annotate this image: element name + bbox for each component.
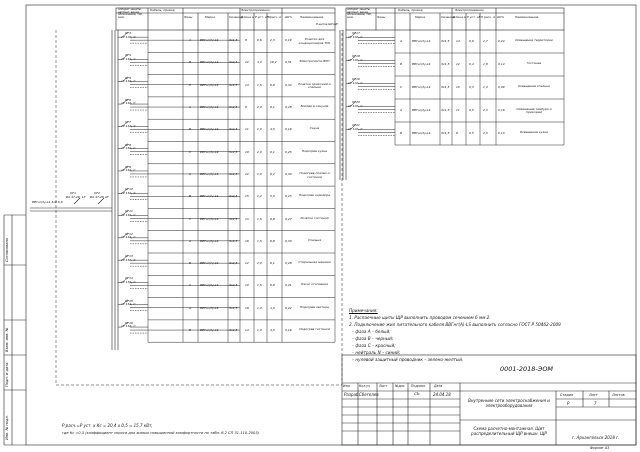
left-rating: 1Р 16А, С <box>121 168 136 173</box>
left-length: 15 <box>245 194 249 199</box>
left-cable: ВВГнг(А)-LS <box>200 305 219 310</box>
left-length: 11 <box>245 127 249 132</box>
tb-col-1: Изм. <box>343 384 351 388</box>
left-cable: ВВГнг(А)-LS <box>200 105 219 110</box>
left-rating: 1Р 16А, С <box>121 324 136 329</box>
left-qf: QF9 <box>125 164 131 169</box>
tb-date-1: 24.04.18 <box>433 392 451 397</box>
left-name: Подогрев гостиной <box>299 327 330 332</box>
left-dv: 0,21 <box>285 283 292 288</box>
left-hdr-phase: Фазы <box>184 15 193 19</box>
left-dv: 0,25 <box>285 149 292 154</box>
right-phase: С <box>400 84 403 89</box>
left-length: 12 <box>245 171 249 176</box>
left-cable: ВВГнг(А)-LS <box>200 82 219 87</box>
left-name: Насос отопления <box>300 282 329 287</box>
tb-stage-h: Стадия <box>560 393 574 397</box>
right-section: 3х1,5 <box>441 38 450 43</box>
left-hdr-cable: Кабель, провод <box>150 8 175 12</box>
left-section: 3х2,5 <box>229 216 238 221</box>
right-section: 3х1,5 <box>441 130 450 135</box>
left-dv: 0,27 <box>285 216 292 221</box>
input-qf-b-rating: ВА 47-29 4P <box>90 195 109 199</box>
right-p: 0,4 <box>469 61 474 66</box>
left-phase: В <box>189 328 192 333</box>
left-i: 6,8 <box>270 283 275 288</box>
right-hdr-p: Р уст. кВт <box>467 15 483 19</box>
right-dv: 0,13 <box>498 130 505 135</box>
calc-line-2: где Кс =0,5 (коэффициент спроса для жилых повышенной комфортности по табл. 6.2 СП 31-110-2003) <box>62 431 260 435</box>
tb-city: г. Архангельск 2018 г. <box>572 435 620 440</box>
left-cable: ВВГнг(А)-LS <box>200 216 219 221</box>
left-rating: 1Р 16А, С <box>121 279 136 284</box>
left-length: 12 <box>245 261 249 266</box>
left-rating: 1Р 16А, С <box>121 79 136 84</box>
input-qf-b: QF2 <box>94 191 100 195</box>
left-rating: 1Р 16А, С <box>121 146 136 150</box>
left-section: 3х2,5 <box>229 171 238 176</box>
left-dv: 0,22 <box>285 305 292 310</box>
left-hdr-length: Длина м <box>241 15 255 19</box>
left-name: Стиральная машина <box>298 260 331 265</box>
right-hdr-length: Длина м <box>453 15 467 19</box>
left-qf: QF11 <box>125 209 133 214</box>
left-length: 14 <box>245 82 249 87</box>
left-cable: ВВГнг(А)-LS <box>200 283 219 288</box>
note-line: 2. Подключение жил питательного кабеля ВВГнг(А)-LS выполнить согласно ГОСТ Р 50462-2009 <box>349 322 561 327</box>
right-length: 11 <box>456 107 460 112</box>
left-length: 10 <box>245 149 249 154</box>
left-i: 6,8 <box>270 216 275 221</box>
left-hdr-section: Сечение <box>229 15 243 19</box>
left-name: Подогрев спален и гостиной <box>299 170 330 179</box>
left-rating: 1Р 16А, С <box>121 101 136 106</box>
left-hdr-p: Р уст. кВт <box>255 15 271 19</box>
left-p: 1,5 <box>257 283 262 288</box>
left-p: 1,0 <box>257 328 262 333</box>
left-length: 9 <box>245 105 247 110</box>
left-i: 4,5 <box>270 328 275 333</box>
left-cable: ВВГнг(А)-LS <box>200 38 219 43</box>
left-rating: 1Р 16А, С <box>121 235 136 240</box>
left-cable: ВВГнг(А)-LS <box>200 60 219 65</box>
tb-drawing: Схема расчетно-монтажная. Щит распределительный ЩР внешн. ЩР <box>471 426 547 437</box>
right-p: 0,5 <box>469 107 474 112</box>
left-rating: 1Р 16А, С <box>121 257 136 262</box>
tb-name-1: Сбегелев <box>359 392 379 397</box>
left-section: 3х2,5 <box>229 194 238 199</box>
left-p: 2,0 <box>257 105 262 110</box>
left-i: 9,1 <box>270 149 275 154</box>
left-p: 2,0 <box>257 149 262 154</box>
left-phase: В <box>189 127 192 132</box>
right-name: Освещение тамбура и прихожей <box>516 106 552 115</box>
right-section: 3х1,5 <box>441 61 450 66</box>
right-length: 14 <box>456 38 460 43</box>
right-length: 10 <box>456 84 460 89</box>
left-rating: 1Р 16А, С <box>121 302 136 307</box>
left-section: 3х2,5 <box>229 127 238 132</box>
left-cable: ВВГнг(А)-LS <box>200 194 219 199</box>
calc-line-1: Р расч.=Р уст. х Кс = 20,4 х 0,5 = 15,7 кВт, <box>62 423 153 428</box>
left-hdr-consumer: Электроприемник <box>241 8 270 12</box>
doc-code: 0001-2018-ЭОМ <box>500 365 554 373</box>
left-i: 6,8 <box>270 238 275 243</box>
left-name: Сауна <box>309 126 320 131</box>
tb-col-5: Подпись <box>411 384 426 388</box>
left-p: 2,0 <box>257 261 262 266</box>
right-hdr-section: Сечение <box>441 15 455 19</box>
left-hdr-brand: Марка <box>205 15 215 19</box>
left-name: Розетки прихожей и спальни <box>298 81 331 90</box>
input-cable-label: ВВГнг(А)-LS 3х6 6,6 <box>32 200 63 204</box>
right-phase: В <box>400 130 403 135</box>
input-qf-a-rating: ВА 47-29, 1Р <box>66 195 86 199</box>
note-line: – фаза С – красный; <box>352 343 396 348</box>
left-phase: А <box>189 305 192 310</box>
right-hdr-i: I расч. А <box>482 15 495 19</box>
left-dv: 0,51 <box>285 60 292 65</box>
right-hdr-consumer: Электроприемник <box>455 8 484 12</box>
left-section: 3х2,5 <box>229 60 238 65</box>
right-rating: 1Р 10А, С <box>348 34 363 39</box>
left-length: 14 <box>245 328 249 333</box>
right-rating: 1Р 10А, С <box>348 80 363 85</box>
left-p: 1,2 <box>257 194 262 199</box>
left-rating: 1Р 16А, С <box>121 190 136 195</box>
left-hdr-dv: ΔU% <box>285 15 293 19</box>
left-dv: 0,30 <box>285 171 292 176</box>
left-i: 4,5 <box>270 305 275 310</box>
right-cable: ВВГнг(А)-LS <box>412 61 431 66</box>
right-rating: 1Р 10А, С <box>348 57 363 62</box>
sidebar-agreed: Согласовано <box>5 237 9 262</box>
sidebar-inv: Инв. № подл. <box>5 415 9 440</box>
tb-sheet-h: Лист <box>589 393 598 397</box>
right-qf: QF21 <box>352 123 360 127</box>
right-section: 3х1,5 <box>441 107 450 112</box>
right-hdr-panel: В щитке ЩР ЩР <box>316 23 338 26</box>
right-qf: QF20 <box>352 100 360 104</box>
left-name: Розетки гостиной <box>300 215 329 220</box>
left-section: 3х1,5 <box>229 38 238 43</box>
left-dv: 0,23 <box>285 194 292 199</box>
left-i: 18,2 <box>270 60 277 65</box>
right-cable: ВВГнг(А)-LS <box>412 130 431 135</box>
left-qf: QF7 <box>125 120 131 125</box>
right-cable: ВВГнг(А)-LS <box>412 84 431 89</box>
left-dv: 0,30 <box>285 238 292 243</box>
right-qf: QF19 <box>352 77 360 81</box>
right-hdr-name: Наименование <box>515 15 539 19</box>
right-dv: 0,24 <box>498 38 505 43</box>
tb-col-6: Дата <box>434 384 443 388</box>
left-phase: А <box>189 171 192 176</box>
left-i: 6,8 <box>270 82 275 87</box>
right-section: 3х1,5 <box>441 84 450 89</box>
note-line: 1. Распаечные щиты ЩР выполнить проводом сечением 6 мм 2. <box>349 315 491 320</box>
left-phase: В <box>189 194 192 199</box>
tb-stage: Р <box>567 401 570 406</box>
left-section: 3х2,5 <box>229 305 238 310</box>
left-qf: QF10 <box>125 187 133 192</box>
left-qf: QF8 <box>125 142 131 147</box>
left-p: 4,0 <box>257 60 262 65</box>
right-cable: ВВГнг(А)-LS <box>412 107 431 112</box>
left-section: 3х2,5 <box>229 238 238 243</box>
left-qf: QF13 <box>125 254 133 258</box>
left-name: Электроплита ЭЛП <box>299 59 330 64</box>
tb-role-1: Разраб. <box>344 392 360 397</box>
tb-signature: Cb <box>414 391 420 396</box>
left-p: 1,5 <box>257 82 262 87</box>
right-i: 1,8 <box>483 61 488 66</box>
tb-col-3: Лист <box>379 384 388 388</box>
note-line: – нулевой защитный проводник – зелено-желтый. <box>352 357 464 362</box>
left-name: Подогрев кухни <box>301 148 328 153</box>
left-dv: 0,28 <box>285 261 292 266</box>
left-qf: QF15 <box>125 298 133 303</box>
left-cable: ВВГнг(А)-LS <box>200 261 219 266</box>
right-name: Освещение спальни <box>517 83 551 88</box>
left-name: Спальня <box>307 237 322 242</box>
left-length: 16 <box>245 238 249 243</box>
right-hdr-phase: Фазы <box>377 15 386 19</box>
left-phase: С <box>189 82 192 87</box>
left-dv: 0,34 <box>285 82 292 87</box>
left-p: 0,6 <box>257 38 262 43</box>
tb-project: Внутренние сети электроснабжения и электрооборудования <box>468 398 550 409</box>
right-hdr-apparatus: Аппарат защиты, автомат. ввода, обозначение, тип, Iном. <box>347 8 372 19</box>
left-section: 3х2,5 <box>229 328 238 333</box>
tb-sheet: 7 <box>594 401 597 406</box>
left-name: Бойлер в санузле <box>300 104 329 109</box>
right-dv: 0,09 <box>498 84 505 89</box>
left-length: 13 <box>245 216 249 221</box>
right-phase: В <box>400 61 403 66</box>
left-phase: A <box>189 38 192 43</box>
left-dv: 0,28 <box>285 105 292 110</box>
left-phase: В <box>189 60 192 65</box>
left-qf: QF4 <box>125 53 131 58</box>
right-hdr-brand: Марка <box>415 15 425 19</box>
right-i: 1,4 <box>483 84 488 89</box>
left-length: 18 <box>245 305 249 310</box>
left-rating: 1Р 16А, С <box>121 123 136 128</box>
left-cable: ВВГнг(А)-LS <box>200 149 219 154</box>
input-qf-a: QF1 <box>70 191 76 195</box>
left-qf: QF14 <box>125 276 133 281</box>
right-hdr-dv: ΔU% <box>497 15 505 19</box>
tb-sheets-h: Листов <box>612 393 625 397</box>
left-i: 5,5 <box>270 194 275 199</box>
left-hdr-name: Наименование <box>300 15 324 19</box>
left-i: 4,5 <box>270 127 275 132</box>
right-qf: QF18 <box>352 54 360 58</box>
left-section: 3х2,5 <box>229 261 238 266</box>
left-cable: ВВГнг(А)-LS <box>200 171 219 176</box>
right-length: 9 <box>456 130 458 135</box>
left-hdr-apparatus: Аппарат защиты, автомат. ввода, обозначение, тип, Iном. <box>118 8 143 19</box>
left-i: 9,1 <box>270 105 275 110</box>
left-phase: А <box>189 238 192 243</box>
tb-format: Формат А3 <box>590 446 610 450</box>
left-qf: QF12 <box>125 231 133 236</box>
right-i: 2,7 <box>483 38 488 43</box>
right-rating: 1Р 10А, С <box>348 126 363 131</box>
right-name: Освещение кухни <box>519 129 549 134</box>
left-p: 1,0 <box>257 305 262 310</box>
left-p: 1,8 <box>257 171 262 176</box>
left-length: 8 <box>245 38 247 43</box>
note-line: – фаза В – черный; <box>352 336 394 341</box>
right-p: 0,3 <box>469 84 474 89</box>
notes-title: Примечания: <box>349 308 378 313</box>
right-p: 0,5 <box>469 130 474 135</box>
left-qf: QF6 <box>125 97 131 102</box>
left-i: 8,2 <box>270 171 275 176</box>
left-dv: 0,19 <box>285 38 292 43</box>
right-i: 2,3 <box>483 130 488 135</box>
left-p: 1,5 <box>257 216 262 221</box>
left-section: 3х2,5 <box>229 105 238 110</box>
left-p: 1,0 <box>257 127 262 132</box>
left-length: 10 <box>245 283 249 288</box>
tb-col-4: №док. <box>395 384 406 388</box>
left-dv: 0,19 <box>285 127 292 132</box>
left-qf: QF3 <box>125 31 131 35</box>
left-i: 9,1 <box>270 261 275 266</box>
sidebar-sign: Подп. и дата <box>5 362 9 387</box>
right-hdr-cable: Кабель, провод <box>398 8 423 12</box>
left-section: 3х2,5 <box>229 149 238 154</box>
left-p: 1,5 <box>257 238 262 243</box>
note-line: – нейтраль N – синий; <box>352 350 401 355</box>
left-qf: QF16 <box>125 320 133 325</box>
right-phase: А <box>400 38 403 43</box>
right-dv: 0,14 <box>498 61 505 66</box>
left-hdr-i: I расч. А <box>268 15 281 19</box>
right-name: Освещение территории <box>515 37 553 42</box>
left-phase: В <box>189 261 192 266</box>
left-section: 3х2,5 <box>229 283 238 288</box>
left-phase: А <box>189 105 192 110</box>
left-name: Розетки для кондиционеров ТУП <box>298 37 331 45</box>
right-phase: А <box>400 107 403 112</box>
left-phase: С <box>189 149 192 154</box>
right-cable: ВВГнг(А)-LS <box>412 38 431 43</box>
left-name: Подогрев лестниц <box>299 304 330 309</box>
right-name: Гостиная <box>526 60 542 65</box>
right-i: 2,3 <box>483 107 488 112</box>
left-cable: ВВГнг(А)-LS <box>200 127 219 132</box>
left-i: 2,3 <box>270 38 275 43</box>
left-rating: 1Р 10А, С <box>121 34 136 39</box>
right-p: 0,6 <box>469 38 474 43</box>
note-line: – фаза А – белый; <box>352 329 391 334</box>
left-length: 12 <box>245 60 249 65</box>
left-qf: QF5 <box>125 75 131 80</box>
left-cable: ВВГнг(А)-LS <box>200 328 219 333</box>
left-rating: 1Р 16А, С <box>121 56 136 61</box>
left-dv: 0,19 <box>285 328 292 333</box>
right-rating: 1Р 10А, С <box>348 103 363 108</box>
sidebar-replace: Взам. инв. № <box>5 327 9 352</box>
right-length: 12 <box>456 61 460 66</box>
left-phase: С <box>189 216 192 221</box>
right-dv: 0,16 <box>498 107 505 112</box>
tb-col-2: Кол.уч <box>359 384 371 388</box>
left-phase: С <box>189 283 192 288</box>
right-qf: QF17 <box>352 31 360 35</box>
left-section: 3х2,5 <box>229 82 238 87</box>
left-cable: ВВГнг(А)-LS <box>200 238 219 243</box>
left-name: Подогрев коридора <box>298 193 331 198</box>
left-rating: 1Р 16А, С <box>121 212 136 217</box>
